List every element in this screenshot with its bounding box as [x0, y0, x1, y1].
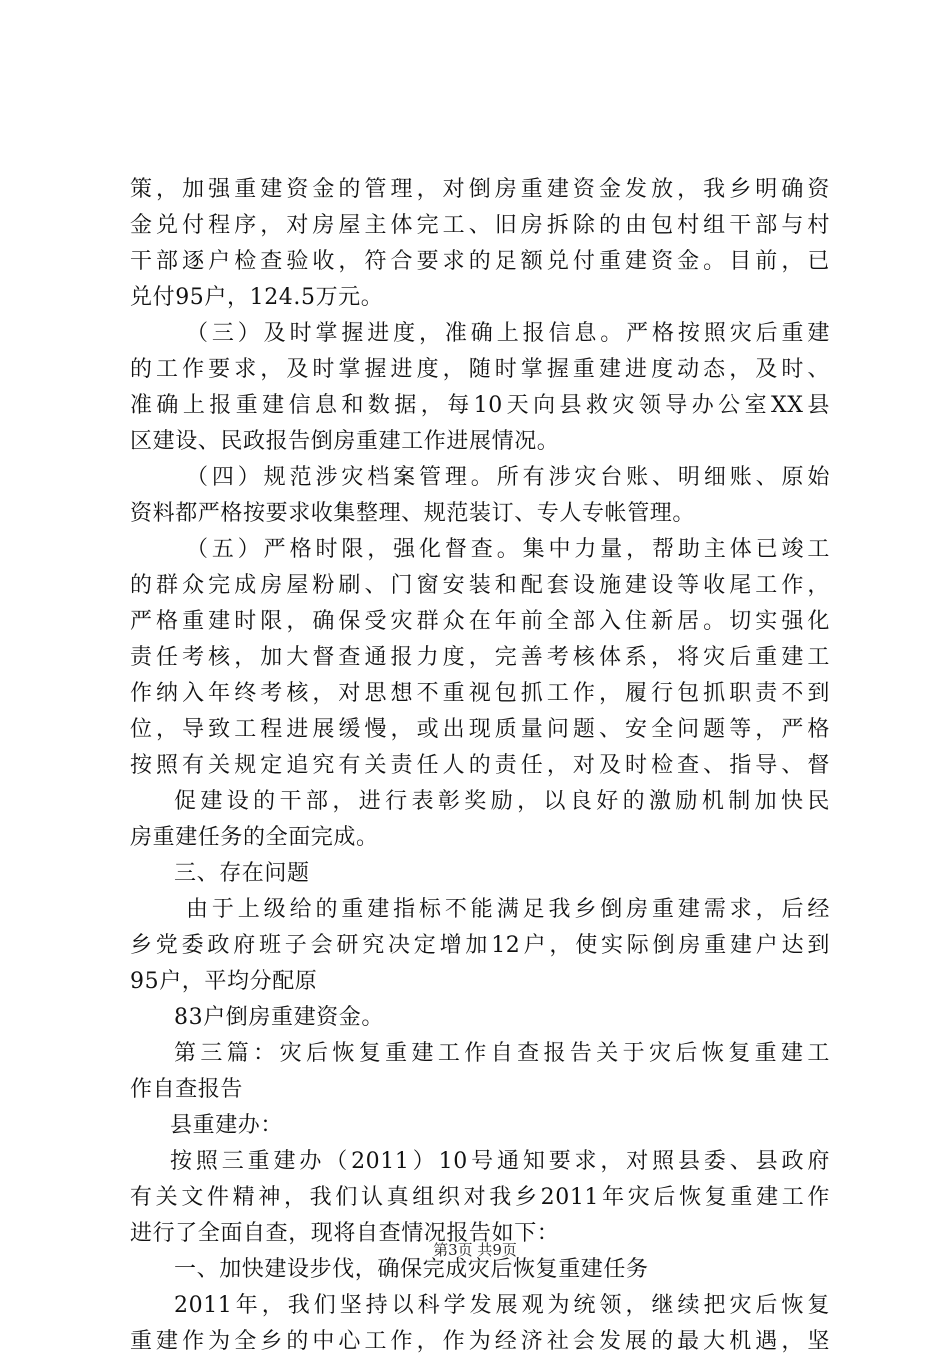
text-line: 由于上级给的重建指标不能满足我乡倒房重建需求，后经	[186, 897, 830, 922]
text-line: （三）及时掌握进度，准确上报信息。严格按照灾后重建	[186, 321, 830, 346]
text-line: 房重建任务的全面完成。	[130, 825, 379, 850]
text-line: 责任考核，加大督查通报力度，完善考核体系，将灾后重建工	[130, 645, 830, 670]
text-line: （四）规范涉灾档案管理。所有涉灾台账、明细账、原始	[186, 465, 830, 490]
text-line: 重建作为全乡的中心工作，作为经济社会发展的最大机遇，坚	[130, 1329, 830, 1354]
salutation: 县重建办：	[170, 1113, 284, 1138]
text-line: 金兑付程序，对房屋主体完工、旧房拆除的由包村组干部与村	[130, 213, 830, 238]
text-line: 严格重建时限，确保受灾群众在年前全部入住新居。切实强化	[130, 609, 830, 634]
text-line: 区建设、民政报告倒房重建工作进展情况。	[130, 429, 560, 454]
text-line: 有关文件精神，我们认真组织对我乡2011年灾后恢复重建工作	[130, 1185, 830, 1210]
text-line: 的工作要求，及时掌握进度，随时掌握重建进度动态，及时、	[130, 357, 830, 382]
text-line: 作纳入年终考核，对思想不重视包抓工作，履行包抓职责不到	[130, 681, 830, 706]
text-line: 2011年，我们坚持以科学发展观为统领，继续把灾后恢复	[174, 1293, 830, 1318]
section-heading: 三、存在问题	[174, 861, 310, 886]
text-line: 按照有关规定追究有关责任人的责任，对及时检查、指导、督	[130, 753, 830, 778]
text-line: 乡党委政府班子会研究决定增加12户，使实际倒房重建户达到	[130, 933, 830, 958]
text-line: 95户，平均分配原	[130, 969, 318, 994]
text-line: 准确上报重建信息和数据，每10天向县救灾领导办公室XX县	[130, 393, 830, 418]
text-line: 策，加强重建资金的管理，对倒房重建资金发放，我乡明确资	[130, 177, 830, 202]
document-body	[130, 172, 830, 1360]
text-line: 的群众完成房屋粉刷、门窗安装和配套设施建设等收尾工作，	[130, 573, 830, 598]
text-line: 按照三重建办（2011）10号通知要求，对照县委、县政府	[170, 1149, 830, 1174]
text-line: 进行了全面自查，现将自查情况报告如下：	[130, 1221, 560, 1246]
text-line: （五）严格时限，强化督查。集中力量，帮助主体已竣工	[186, 537, 830, 562]
chapter-heading: 第三篇：灾后恢复重建工作自查报告关于灾后恢复重建工	[174, 1041, 830, 1066]
text-line: 83户倒房重建资金。	[174, 1005, 384, 1030]
text-line: 促建设的干部，进行表彰奖励，以良好的激励机制加快民	[174, 789, 830, 814]
chapter-heading: 作自查报告	[130, 1077, 244, 1102]
section-heading: 一、加快建设步伐，确保完成灾后恢复重建任务	[174, 1257, 649, 1282]
text-line: 兑付95户，124.5万元。	[130, 285, 384, 310]
text-line: 资料都严格按要求收集整理、规范装订、专人专帐管理。	[130, 501, 696, 526]
text-line: 干部逐户检查验收，符合要求的足额兑付重建资金。目前，已	[130, 249, 830, 274]
page-number-footer: 第3页 共9页	[433, 1241, 517, 1259]
text-line: 位，导致工程进展缓慢，或出现质量问题、安全问题等，严格	[130, 717, 830, 742]
